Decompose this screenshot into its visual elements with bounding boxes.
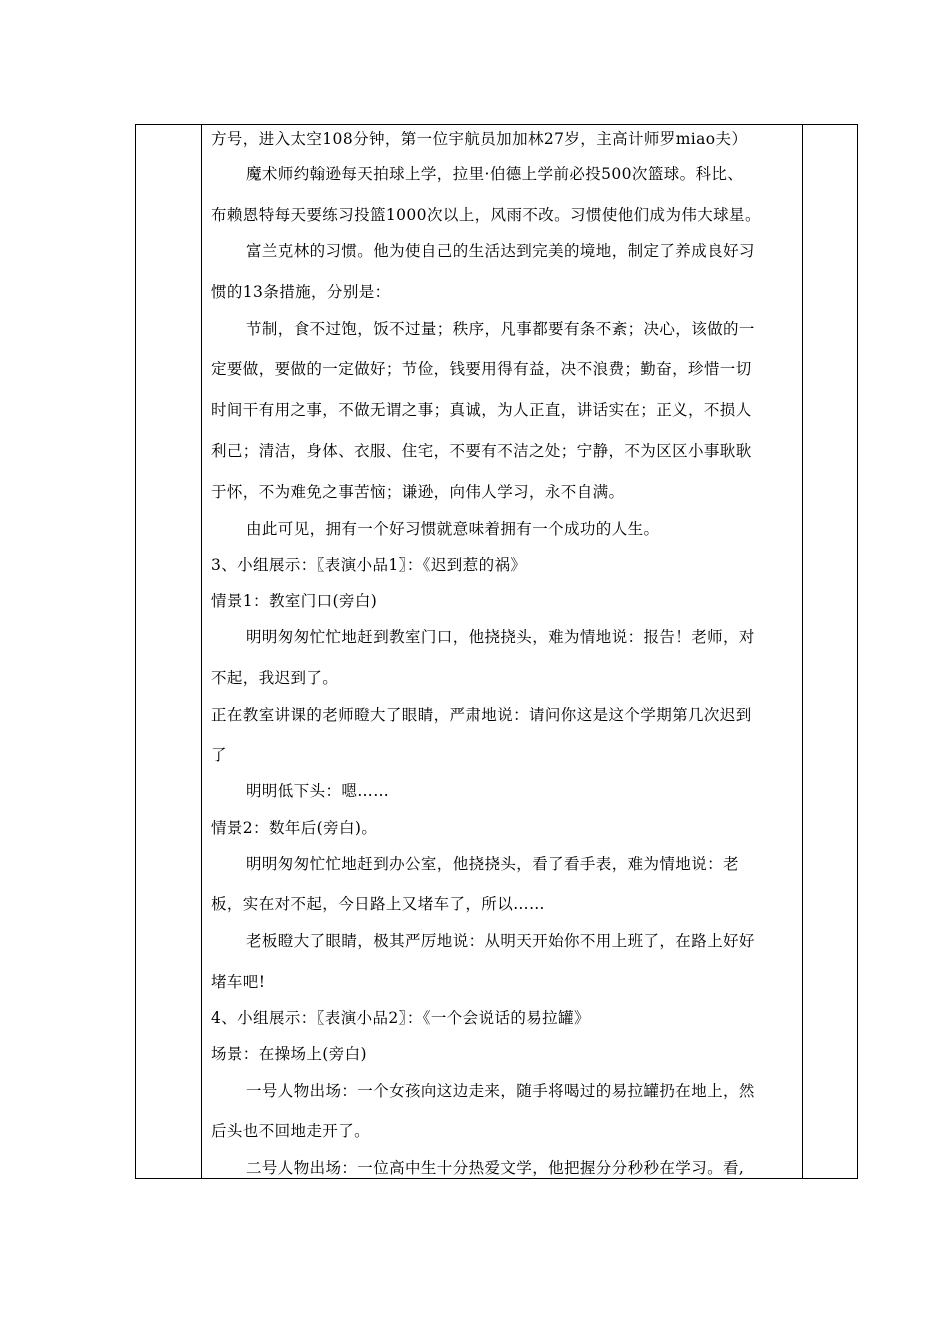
text-line: 于怀，不为难免之事苦恼；谦逊，向伟人学习，永不自满。 xyxy=(211,483,625,501)
text-line: 由此可见，拥有一个好习惯就意味着拥有一个成功的人生。 xyxy=(246,520,660,538)
text-line: 二号人物出场：一位高中生十分热爱文学，他把握分分秒秒在学习。看, xyxy=(246,1159,745,1177)
text-line: 板，实在对不起，今日路上又堵车了，所以…… xyxy=(211,895,545,913)
text-line: 富兰克林的习惯。他为使自己的生活达到完美的境地，制定了养成良好习 xyxy=(246,242,755,260)
text-line: 利己；清洁，身体、衣服、住宅，不要有不洁之处；宁静，不为区区小事耿耿 xyxy=(211,442,752,460)
text-line: 定要做，要做的一定做好；节俭，钱要用得有益，决不浪费；勤奋，珍惜一切 xyxy=(211,360,752,378)
text-line: 不起，我迟到了。 xyxy=(211,669,339,687)
text-line: 时间干有用之事，不做无谓之事；真诚，为人正直，讲话实在；正义，不损人 xyxy=(211,401,752,419)
text-line: 明明低下头：嗯…… xyxy=(246,782,390,800)
text-line: 方号，进入太空108分钟，第一位宇航员加加林27岁，主高计师罗miao夫） xyxy=(211,130,748,148)
text-line: 明明匆匆忙忙地赶到教室门口，他挠挠头，难为情地说：报告！老师，对 xyxy=(246,628,755,646)
scene-heading: 情景2：数年后(旁白)。 xyxy=(211,819,378,837)
text-line: 了 xyxy=(211,746,227,764)
text-line: 老板瞪大了眼睛，极其严厉地说：从明天开始你不用上班了，在路上好好 xyxy=(246,932,755,950)
scene-heading: 情景1：教室门口(旁白) xyxy=(211,592,378,610)
text-line: 堵车吧! xyxy=(211,973,266,991)
text-line: 正在教室讲课的老师瞪大了眼睛，严肃地说：请问你这是这个学期第几次迟到 xyxy=(211,706,752,724)
text-line: 后头也不回地走开了。 xyxy=(211,1122,371,1140)
text-line: 惯的13条措施，分别是： xyxy=(211,283,391,301)
section-heading: 3、小组展示：〖表演小品1〗：《迟到惹的祸》 xyxy=(211,556,527,574)
text-line: 一号人物出场：一个女孩向这边走来，随手将喝过的易拉罐扔在地上，然 xyxy=(246,1082,755,1100)
text-line: 魔术师约翰逊每天拍球上学，拉里·伯德上学前必投500次篮球。科比、 xyxy=(246,165,744,183)
text-line: 明明匆匆忙忙地赶到办公室，他挠挠头，看了看手表，难为情地说：老 xyxy=(246,855,739,873)
column-divider-left xyxy=(201,125,202,1178)
section-heading: 4、小组展示：〖表演小品2〗：《一个会说话的易拉罐》 xyxy=(211,1009,590,1027)
text-line: 节制，食不过饱，饭不过量；秩序，凡事都要有条不紊；决心，该做的一 xyxy=(246,320,755,338)
column-divider-right xyxy=(802,125,803,1178)
scene-heading: 场景：在操场上(旁白) xyxy=(211,1045,367,1063)
text-line: 布赖恩特每天要练习投篮1000次以上，风雨不改。习惯使他们成为伟大球星。 xyxy=(211,206,761,224)
